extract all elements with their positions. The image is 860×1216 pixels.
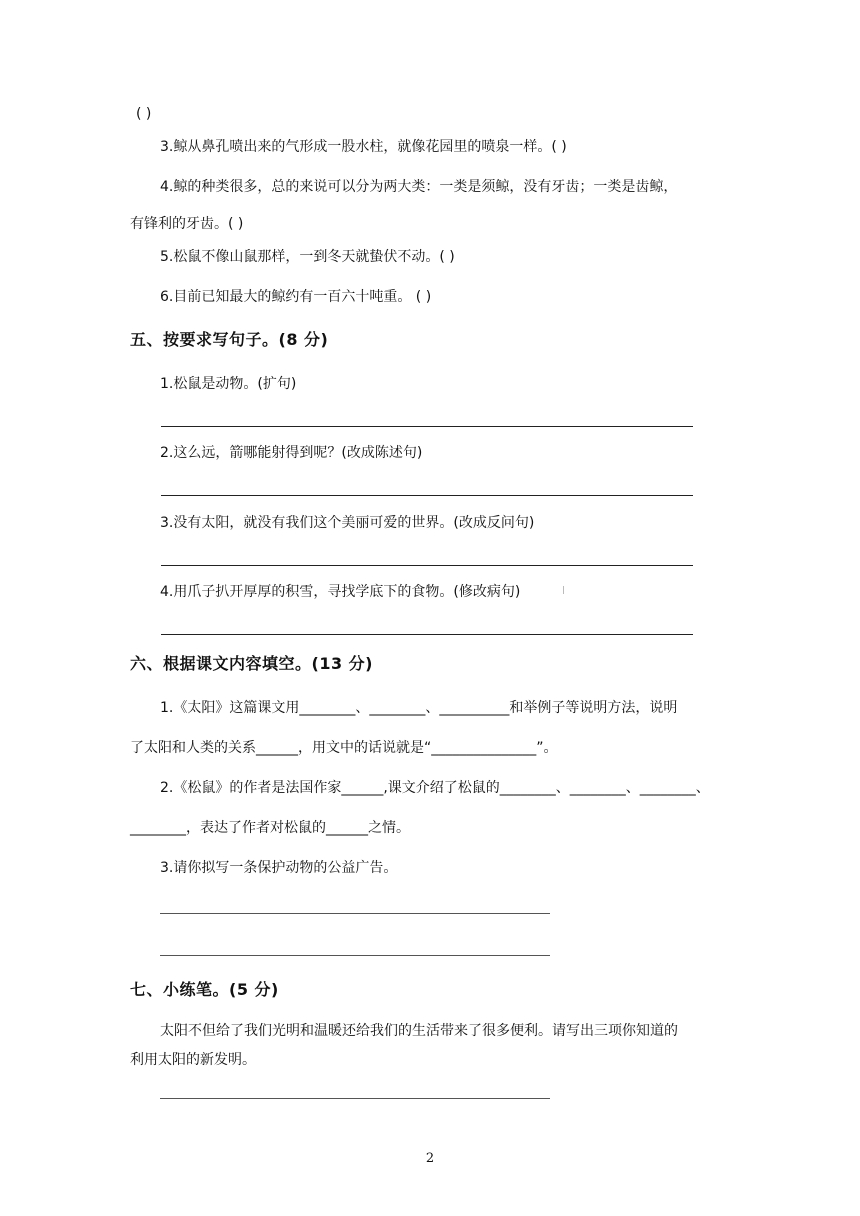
page-number: 2 — [425, 1151, 435, 1166]
answer-line-4[interactable] — [161, 634, 693, 635]
writing-answer-line[interactable] — [160, 1098, 550, 1099]
judgment-item-4: 4.鲸的种类很多，总的来说可以分为两大类：一类是须鲸，没有牙齿；一类是齿鲸， — [160, 179, 678, 195]
judgment-item-4-cont: 有锋利的牙齿。( ) — [130, 216, 244, 232]
section-7-heading: 七、小练笔。(5 分) — [130, 980, 279, 999]
judgment-item-3: 3.鲸从鼻孔喷出来的气形成一股水柱，就像花园里的喷泉一样。( ) — [160, 139, 567, 155]
answer-line-3[interactable] — [161, 565, 693, 566]
section-6-heading: 六、根据课文内容填空。(13 分) — [130, 654, 373, 673]
ad-answer-line-2[interactable] — [160, 955, 550, 956]
ad-answer-line-1[interactable] — [160, 913, 550, 914]
section-5-heading: 五、按要求写句子。(8 分) — [130, 330, 329, 349]
fill-blank-1-line-1: 1.《太阳》这篇课文用________、________、__________和举例子等说明方法，说明 — [160, 700, 678, 716]
sentence-task-4: 4.用爪子扒开厚厚的积雪，寻找学底下的食物。(修改病句) — [160, 584, 521, 600]
carry-over-paren: ( ) — [136, 106, 152, 122]
stray-mark — [563, 586, 567, 594]
fill-blank-2-line-2: ________，表达了作者对松鼠的______之情。 — [130, 820, 410, 836]
answer-line-2[interactable] — [161, 495, 693, 496]
sentence-task-2: 2.这么远，箭哪能射得到呢？(改成陈述句) — [160, 445, 423, 461]
sentence-task-1: 1.松鼠是动物。(扩句) — [160, 376, 297, 392]
judgment-item-6: 6.目前已知最大的鲸约有一百六十吨重。 ( ) — [160, 289, 432, 305]
writing-prompt-line-1: 太阳不但给了我们光明和温暖还给我们的生活带来了很多便利。请写出三项你知道的 — [160, 1023, 678, 1039]
fill-blank-3: 3.请你拟写一条保护动物的公益广告。 — [160, 860, 398, 876]
sentence-task-3: 3.没有太阳，就没有我们这个美丽可爱的世界。(改成反问句) — [160, 515, 535, 531]
fill-blank-2-line-1: 2.《松鼠》的作者是法国作家______,课文介绍了松鼠的________、________、________、 — [160, 780, 710, 796]
answer-line-1[interactable] — [161, 426, 693, 427]
writing-prompt-line-2: 利用太阳的新发明。 — [130, 1052, 256, 1068]
judgment-item-5: 5.松鼠不像山鼠那样，一到冬天就蛰伏不动。( ) — [160, 249, 455, 265]
fill-blank-1-line-2: 了太阳和人类的关系______，用文中的话说就是“_______________”。 — [130, 740, 558, 756]
